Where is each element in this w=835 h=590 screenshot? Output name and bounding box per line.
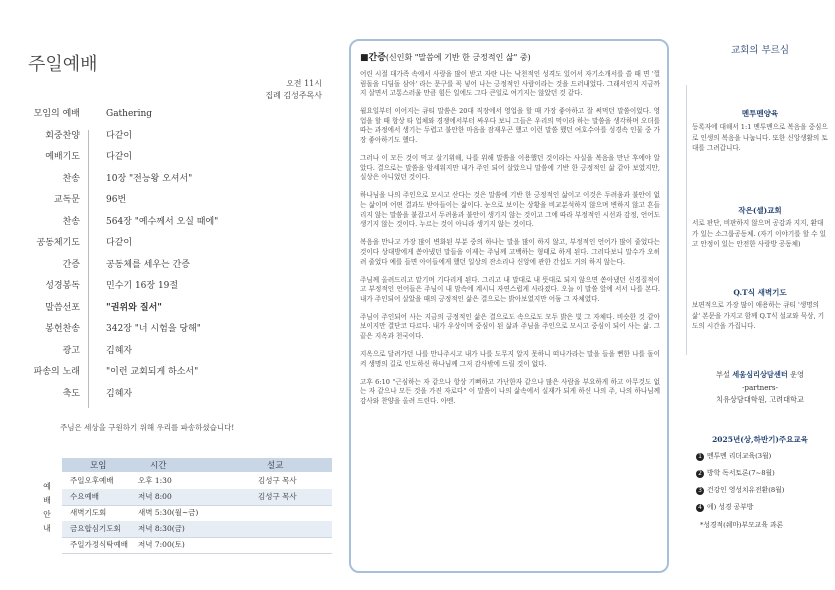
- order-row: [18, 362, 318, 384]
- side-char: 배: [43, 496, 51, 505]
- schedule-meeting: 수요예배: [70, 492, 99, 501]
- education-item-text: 에) 성경 공부방: [707, 503, 754, 511]
- order-row: [18, 319, 318, 341]
- schedule-row: [62, 505, 332, 522]
- order-text: 342장 "너 시험을 당해": [106, 324, 201, 334]
- page-title: 주일예배: [28, 54, 98, 75]
- order-text: 민수기 16장 19절: [106, 281, 179, 291]
- order-label: 찬송: [62, 216, 80, 227]
- education-item-text: 멘투멘 리더교육(3월): [707, 452, 772, 460]
- schedule-time: 저녁 7:00(토): [138, 540, 185, 549]
- counseling-center: [690, 370, 830, 405]
- right-divider: [686, 85, 687, 355]
- order-label: 성경봉독: [45, 281, 80, 291]
- number-bullet-icon: 3: [696, 487, 704, 495]
- order-row: [18, 233, 318, 255]
- testimony-body: [360, 70, 660, 415]
- service-time-line: 오전 11시: [286, 79, 322, 88]
- order-text: 공동체를 세우는 간증: [106, 259, 190, 270]
- schedule-row: [62, 521, 332, 538]
- order-text: "권위와 질서": [106, 302, 162, 313]
- order-label: 광고: [62, 345, 80, 356]
- order-label: 간증: [62, 259, 80, 270]
- counsel-prefix: 부설: [716, 370, 730, 379]
- order-text: 564장 "예수께서 오실 때에": [106, 216, 219, 227]
- order-label: 축도: [62, 388, 80, 399]
- partners-label: -partners-: [741, 383, 779, 392]
- education-footer: *성경적(쉐마)부모교육 과론: [700, 521, 784, 529]
- section-heading: 멘투멘양육: [741, 109, 779, 118]
- service-time: [265, 78, 322, 102]
- testimony-paragraph: 하나님을 나의 주인으로 모시고 산다는 것은 말씀에 기반 한 긍정적인 삶이고 이것은 두려움과 불안이 없는 삶이며 어떤 결과도 받아들이는 삶이다. 눈으로 보이는 상황을 비교분석하지 않으며 변하지 않고 흔들리지 않는 말씀을 붙잡고서 두려움과 불안이 생기지 않는 것이고 그에 따라 부정적인 시선과 감정, 언어도 생기지 않는 것이다. 누르는 것이 아니라 생기지 않는 것이다.: [360, 191, 660, 229]
- schedule-row: [62, 537, 332, 554]
- order-label: 공동체기도: [36, 238, 80, 248]
- sending-notice: 주님은 세상을 구원하기 위해 우리를 파송하셨습니다!: [60, 423, 235, 432]
- order-row: [18, 341, 318, 363]
- schedule-meeting: 주일오후예배: [70, 476, 114, 485]
- order-row: [18, 169, 318, 191]
- schedule-row: [62, 473, 332, 490]
- section-body: 서로 판단, 비판하지 않으며 공감과 지지, 환대가 있는 소그룹공동체. (자기 이야기를 할 수 있고 안정이 있는 안전한 사랑방 공동체): [692, 219, 826, 248]
- schedule-side-label: [40, 480, 54, 536]
- right-title: 교회의 부르심: [730, 45, 790, 56]
- officiant-line: 집례 김성주목사: [265, 91, 322, 100]
- education-title: 2025년(상,하반기)주요교육: [712, 435, 808, 444]
- order-text: 김혜자: [106, 388, 133, 399]
- order-text: 다같이: [106, 152, 133, 162]
- schedule-header-preacher: 설교: [267, 461, 284, 471]
- order-row: [18, 212, 318, 234]
- schedule-meeting: 새벽기도회: [70, 508, 107, 517]
- order-row: [18, 384, 318, 406]
- order-text: 96번: [106, 195, 127, 205]
- testimony-paragraph: 월요일부터 이어지는 큐티 말씀은 20대 직장에서 영업을 할 때 가장 좋아하고 잘 써먹던 말씀이었다. 영업을 할 때 항상 타 업체와 경쟁에서부터 싸우다 보니 그들은 우리의 먹이라 하는 말씀을 생각하며 오더를 따는 과정에서 생기는 두렵고 불안한 마음을 잠재우곤 했고 이런 말씀 했던 여호수아를 성경속 인물 중 가장 좋아하기도 했다.: [360, 107, 660, 145]
- order-row: [18, 298, 318, 320]
- schedule-header-meeting: 모임: [90, 461, 107, 471]
- schedule-preacher: 김성구 목사: [258, 492, 297, 501]
- order-row: [18, 104, 318, 126]
- square-bullet-icon: ■: [360, 53, 369, 63]
- testimony-paragraph: 어린 시절 대가족 속에서 사랑을 많이 받고 자란 나는 낙천적인 성격도 있어서 자기소개서를 쓸 때 면 '껄림돌을 디딤돌 삼아' 라는 문구를 꼭 넣어 나는 긍정적인 사람이라는 것을 드러내었다. 그래서인지 지금까지 살면서 고통스러울 만큼 힘든 일에도 그다 큰일로 여기지는 않았던 것 같다.: [360, 70, 660, 98]
- order-text: Gathering: [106, 109, 153, 119]
- order-label: 교독문: [53, 195, 80, 205]
- schedule-meeting: 금요합심기도회: [70, 524, 121, 533]
- counsel-name: 세움심리상담센터: [732, 370, 788, 379]
- order-row: [18, 126, 318, 148]
- order-text: "이런 교회되게 하소서": [106, 367, 199, 377]
- counsel-suffix: 운영: [790, 370, 804, 379]
- schedule-preacher: 김성구 목사: [258, 476, 297, 485]
- number-bullet-icon: 1: [696, 453, 704, 461]
- section-heading: 작은(셀)교회: [738, 206, 782, 215]
- side-char: 안: [43, 510, 51, 519]
- schedule-header-time: 시간: [150, 461, 167, 471]
- side-char: 예: [43, 482, 51, 491]
- order-row: [18, 276, 318, 298]
- testimony-paragraph: 주님이 주인되어 사는 지금의 긍정적인 삶은 결으로도 속으로도 모두 밝은 빛 그 자체다. 비슷한 것 같아 보이지만 결단코 다르다. 내가 우상이며 중심이 된 삶과 주님을 주인으로 모시고 중심이 되어 사는 삶. 그 끝은 지옥과 천국이다.: [360, 312, 660, 341]
- testimony-paragraph: 주님께 올려드리고 맡기며 기다리게 된다. 그리고 내 말대로 내 뜻대로 되지 않으면 쏟아냈던 신경질적이고 부정적인 언어들은 주님이 내 맘속에 계시니 자연스럽게 사라졌다. 오늘 이 말씀 앞에 서서 나를 본다. 내가 주인되어 살았을 때의 긍정적인 삶은 결으로는 밝아보였지만 어둠 그 자체였다.: [360, 275, 660, 303]
- order-label: 말씀선포: [45, 302, 80, 313]
- schedule-time: 저녁 8:30(금): [138, 524, 185, 533]
- section-heading: Q.T식 새벽기도: [733, 288, 787, 297]
- order-row: [18, 190, 318, 212]
- order-label: 파송의 노래: [33, 367, 80, 377]
- schedule-time: 오후 1:30: [138, 476, 172, 485]
- order-label: 봉헌찬송: [45, 324, 80, 334]
- order-label: 예배기도: [45, 152, 80, 162]
- testimony-heading: 간증: [368, 53, 386, 63]
- education-item: [696, 501, 753, 512]
- testimony-paragraph: 그러나 이 모든 것이 먹고 살기위해, 나를 위해 말씀을 이용했던 것이라는 사실을 복음을 만난 후에야 알았다. 결으로는 말씀을 암세워지만 내가 주인 되어 살았으니 말씀에 기반 한 긍정적인 삶 같아 보였지만, 실상은 아니었던 것이다.: [360, 154, 660, 182]
- schedule-time: 새벽 5:30(월~금): [138, 508, 199, 517]
- testimony-subtitle: (신인화 "말씀에 기반 한 긍정적인 삶" 중): [385, 53, 531, 62]
- education-item-text: 방학 독서토론(7~8월): [707, 469, 775, 477]
- testimony-title: [360, 50, 531, 63]
- schedule-header: [62, 458, 332, 472]
- order-label: 회중찬양: [45, 130, 80, 141]
- order-of-worship: [18, 104, 318, 405]
- education-item: [696, 467, 775, 478]
- order-row: [18, 255, 318, 277]
- order-label: 모임의 예배: [33, 109, 80, 119]
- order-text: 다같이: [106, 238, 133, 248]
- order-text: 김혜자: [106, 345, 133, 356]
- order-label: 찬송: [62, 173, 80, 184]
- education-item: [696, 484, 784, 495]
- partner-list: 치유상담대학원, 고려대학교: [716, 395, 804, 404]
- schedule-row: [62, 489, 332, 506]
- number-bullet-icon: 4: [696, 504, 704, 512]
- section-body: 등록자에 대해서 1:1 멘투멘으로 복음을 중심으로 인생의 복음을 나눕니다. 또한 신앙생활의 토대를 그려갑니다.: [692, 123, 828, 152]
- testimony-paragraph: 지옥으로 달려가던 나를 만나주시고 내가 나를 도무지 알지 못하니 떠나가라는 말을 들을 뻔한 나를 돌이켜 생명의 길로 인도하신 하나님께 그저 감사밖에 드릴 것이 없다.: [360, 350, 660, 368]
- order-text: 다같이: [106, 130, 133, 141]
- section-body: 보편적으로 가장 많이 애용하는 큐티 '생명의 삶' 본문을 가지고 함께 Q.T식 설교와 묵상, 기도의 시간을 가집니다.: [692, 301, 825, 330]
- schedule-meeting: 주일가정식탁예배: [70, 540, 128, 549]
- order-row: [18, 147, 318, 169]
- education-item: [696, 450, 771, 461]
- testimony-paragraph: 복음을 만나고 가장 많이 변화된 부분 중의 하나는 말을 많이 하지 않고, 부정적인 언어가 많이 줄었다는 것이다 상대방에게 쏟아냈던 말들을 이제는 주님께 고백하는 형태로 하게 된다. 그러다보니 말수가 오히려 줄었다 예를 들면 아이들에게 했던 일상의 잔소리나 신앙에 관한 간섭도 거의 하지 않는다.: [360, 238, 660, 266]
- order-text: 10장 "전능왕 오셔서": [106, 173, 193, 184]
- education-item-text: 건강인 영성치유전환(8월): [707, 486, 785, 494]
- schedule-time: 저녁 8:00: [138, 492, 172, 501]
- side-char: 내: [43, 524, 51, 533]
- testimony-paragraph: 고후 6:10 "근심하는 자 같으나 항상 기뻐하고 가난한자 같으나 많은 사람을 부요하게 하고 아무것도 없는 자 같으나 모든 것을 가진 자로다" 이 말씀이 나의 삶속에서 실재가 되게 하신 나의 주, 나의 하나님께 감사와 찬양을 올려 드린다. 아멘.: [360, 377, 660, 406]
- number-bullet-icon: 2: [696, 470, 704, 478]
